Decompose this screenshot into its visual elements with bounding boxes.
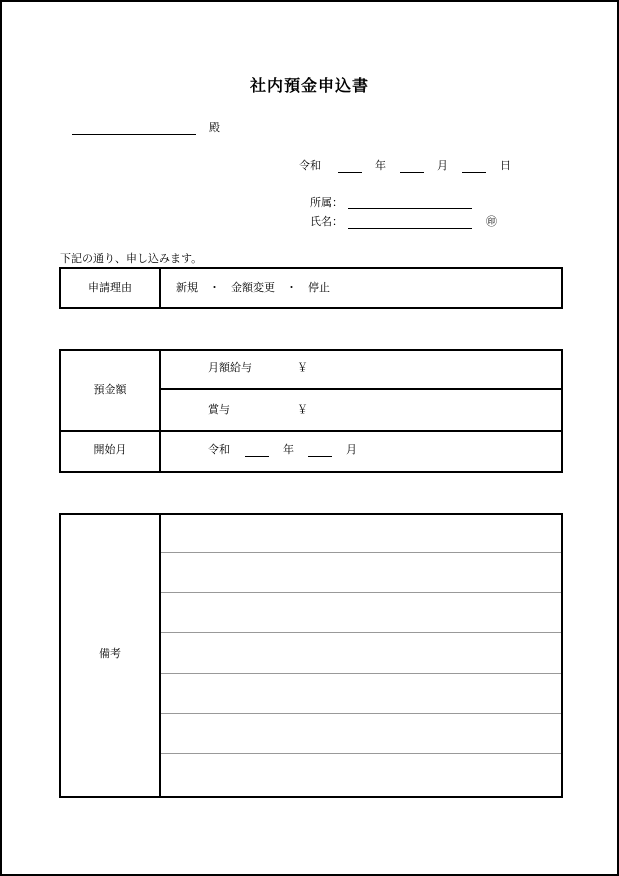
date-month-label: 月 xyxy=(437,159,448,172)
affiliation-line xyxy=(348,208,472,209)
deposit-divider xyxy=(159,349,161,473)
page-title: 社内預金申込書 xyxy=(249,76,369,95)
addressee-line xyxy=(72,134,196,135)
remarks-line xyxy=(161,713,561,714)
remarks-line xyxy=(161,673,561,674)
reason-label: 申請理由 xyxy=(88,281,132,294)
name-label: 氏名： xyxy=(310,215,343,228)
start-year-label: 年 xyxy=(283,443,294,456)
start-month-label: 月 xyxy=(346,443,357,456)
remarks-line xyxy=(161,552,561,553)
reason-options: 新規 ・ 金額変更 ・ 停止 xyxy=(176,281,330,294)
start-label: 開始月 xyxy=(93,443,127,456)
addressee-honorific: 殿 xyxy=(209,121,220,134)
remarks-label: 備考 xyxy=(99,647,121,660)
date-day-label: 日 xyxy=(500,159,511,172)
remarks-line xyxy=(161,592,561,593)
start-era: 令和 xyxy=(208,443,230,456)
bonus-label: 賞与 xyxy=(208,403,230,416)
intro-text: 下記の通り、申し込みます。 xyxy=(60,252,203,265)
start-month-line xyxy=(308,456,332,457)
seal-mark: ㊞ xyxy=(486,215,497,228)
remarks-line xyxy=(161,632,561,633)
monthly-salary-label: 月額給与 xyxy=(208,361,252,374)
start-row-line xyxy=(60,430,562,432)
date-year-label: 年 xyxy=(375,159,386,172)
date-year-line xyxy=(338,172,362,173)
deposit-row-line xyxy=(160,388,562,390)
deposit-label: 預金額 xyxy=(93,383,127,396)
remarks-line xyxy=(161,753,561,754)
date-day-line xyxy=(462,172,486,173)
start-year-line xyxy=(245,456,269,457)
affiliation-label: 所属： xyxy=(310,196,343,209)
date-month-line xyxy=(400,172,424,173)
remarks-divider xyxy=(159,513,161,798)
monthly-yen-sign: ￥ xyxy=(297,361,308,374)
date-era: 令和 xyxy=(299,159,321,172)
name-line xyxy=(348,228,472,229)
bonus-yen-sign: ￥ xyxy=(297,403,308,416)
reason-divider xyxy=(159,267,161,309)
